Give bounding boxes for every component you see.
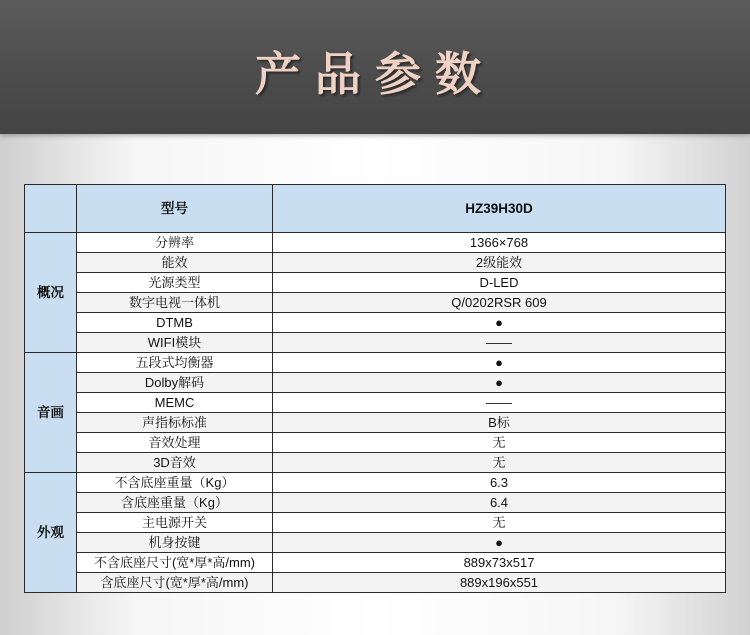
spec-value: B标: [273, 413, 726, 433]
category-cell: 概况: [25, 233, 77, 353]
spec-value: 6.4: [273, 493, 726, 513]
spec-value: D-LED: [273, 273, 726, 293]
spec-value: 6.3: [273, 473, 726, 493]
table-row: [25, 273, 726, 293]
table-row: [25, 233, 726, 253]
spec-label: 不含底座尺寸(宽*厚*高/mm): [77, 553, 273, 573]
spec-value: ——: [273, 393, 726, 413]
table-row: [25, 493, 726, 513]
spec-label: DTMB: [77, 313, 273, 333]
spec-value: 无: [273, 433, 726, 453]
spec-value: Q/0202RSR 609: [273, 293, 726, 313]
table-row: [25, 333, 726, 353]
table-row: [25, 513, 726, 533]
spec-value: 无: [273, 513, 726, 533]
spec-label: MEMC: [77, 393, 273, 413]
spec-label: 主电源开关: [77, 513, 273, 533]
table-header-row: [25, 185, 726, 233]
table-row: [25, 313, 726, 333]
spec-label: 声指标标准: [77, 413, 273, 433]
header-value-cell: HZ39H30D: [273, 185, 726, 233]
spec-label: 含底座尺寸(宽*厚*高/mm): [77, 573, 273, 593]
spec-value: 889x196x551: [273, 573, 726, 593]
spec-label: 含底座重量（Kg）: [77, 493, 273, 513]
spec-value: ●: [273, 533, 726, 553]
header-corner-cell: [25, 185, 77, 233]
table-row: [25, 393, 726, 413]
table-row: [25, 473, 726, 493]
header-banner: [0, 0, 750, 134]
spec-label: 3D音效: [77, 453, 273, 473]
spec-value: ●: [273, 353, 726, 373]
spec-value: ●: [273, 313, 726, 333]
table-row: [25, 453, 726, 473]
spec-label: WIFI模块: [77, 333, 273, 353]
category-cell: 音画: [25, 353, 77, 473]
table-row: [25, 573, 726, 593]
spec-value: ——: [273, 333, 726, 353]
table-row: [25, 293, 726, 313]
spec-label: Dolby解码: [77, 373, 273, 393]
spec-value: ●: [273, 373, 726, 393]
spec-value: 无: [273, 453, 726, 473]
table-row: [25, 553, 726, 573]
spec-label: 能效: [77, 253, 273, 273]
spec-label: 五段式均衡器: [77, 353, 273, 373]
spec-label: 音效处理: [77, 433, 273, 453]
spec-label: 不含底座重量（Kg）: [77, 473, 273, 493]
spec-value: 1366×768: [273, 233, 726, 253]
table-row: [25, 353, 726, 373]
spec-table: [24, 184, 726, 593]
category-cell: 外观: [25, 473, 77, 593]
spec-label: 光源类型: [77, 273, 273, 293]
spec-value: 2级能效: [273, 253, 726, 273]
spec-label: 分辨率: [77, 233, 273, 253]
spec-label: 机身按键: [77, 533, 273, 553]
spec-value: 889x73x517: [273, 553, 726, 573]
spec-label: 数字电视一体机: [77, 293, 273, 313]
table-row: [25, 373, 726, 393]
table-row: [25, 253, 726, 273]
header-label-cell: 型号: [77, 185, 273, 233]
table-row: [25, 533, 726, 553]
page-title: 产品参数: [255, 47, 495, 101]
table-row: [25, 413, 726, 433]
table-row: [25, 433, 726, 453]
